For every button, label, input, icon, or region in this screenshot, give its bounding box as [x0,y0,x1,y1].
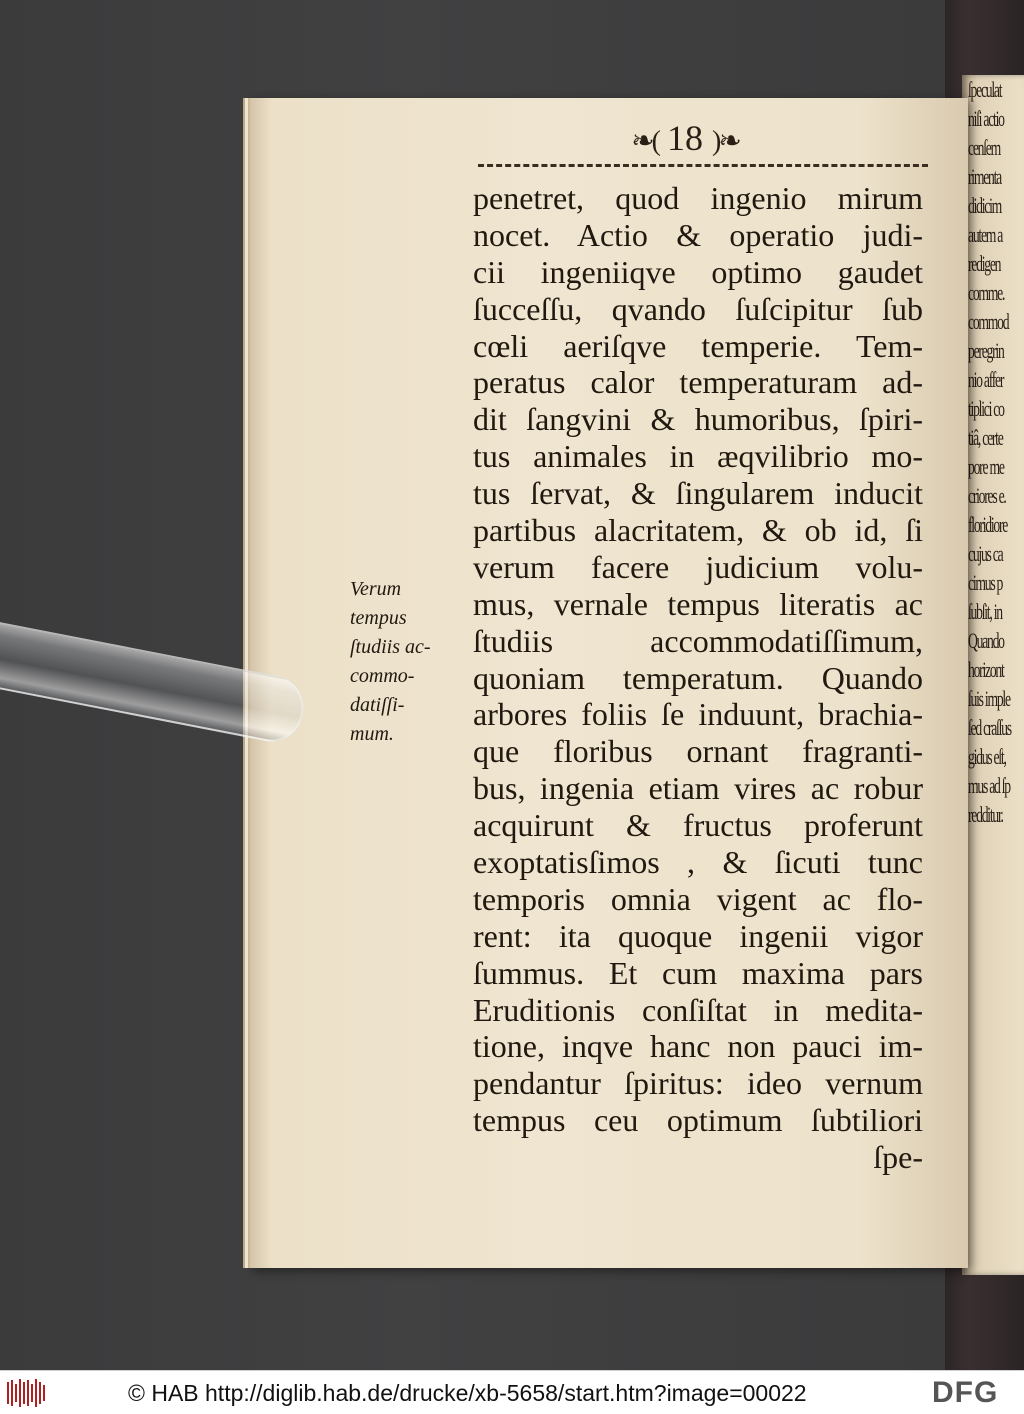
next-page-line: pore me [968,454,1004,479]
next-page-line: Quando [968,628,1004,653]
next-page-line: tiâ, certe [968,425,1003,450]
text-line: tus ſervat, & ſingularem inducit [473,475,923,512]
text-line: tus animales in æqvilibrio mo- [473,438,923,475]
copyright-url-text: © HAB http://diglib.hab.de/drucke/xb-5658/start.htm?image=00022 [128,1380,807,1406]
margin-note-line: mum. [350,723,394,745]
text-line: ſpe- [873,1139,923,1176]
next-page-line: cimus p [968,570,1003,595]
right-ornament: )❧ [712,126,739,157]
text-line: tempus ceu optimum ſubtiliori [473,1102,923,1139]
text-line: mus, vernale tempus literatis ac [473,585,923,622]
text-line: tione, inqve hanc non pauci im- [473,1028,923,1065]
text-line: exoptatisſimos , & ſicuti tunc [473,844,923,881]
next-page-line: comme. [968,280,1005,305]
text-line: cœli aeriſqve temperie. Tem- [473,327,923,364]
next-page-line: horizont [968,657,1004,682]
main-text-block [473,180,923,1176]
next-page-line: mus ad ſp [968,773,1010,798]
text-line: arbores foliis ſe induunt, brachia- [473,696,923,733]
margin-note-line: ſtudiis ac- [350,636,431,658]
next-page-line: didicim [968,193,1001,218]
next-page-line: ſuis imple [968,686,1010,711]
next-page-line: cujus ca [968,541,1003,566]
next-page-edge [962,75,1024,1275]
next-page-line: gidus eſt, [968,744,1006,769]
next-page-line: ſpeculat [968,77,1002,102]
margin-note-line: Verum [350,578,402,600]
next-page-line: niſi actio [968,106,1004,131]
next-page-line: rimenta [968,164,1001,189]
next-page-line: autem a [968,222,1003,247]
text-line: que floribus ornant fragranti- [473,733,923,770]
margin-note-line: tempus [350,607,407,629]
next-page-line: cenſem [968,135,1000,160]
text-line: verum facere judicium volu- [473,548,923,585]
page-number-header [585,113,785,163]
margin-note-line: commo- [350,665,415,687]
text-line: rent: ita quoque ingenii vigor [473,917,923,954]
hab-logo-icon [6,1378,46,1408]
text-line: ſummus. Et cum maxima pars [473,954,923,991]
next-page-line: ſed craſſus [968,715,1011,740]
text-line: partibus alacritatem, & ob id, ſi [473,512,923,549]
header-rule [478,164,928,167]
text-line: dit ſangvini & humoribus, ſpiri- [473,401,923,438]
text-line: Eruditionis conſiſtat in medita- [473,991,923,1028]
text-line: quoniam temperatum. Quando [473,659,923,696]
next-page-line: redigen [968,251,1001,276]
book-page [250,98,968,1268]
dfg-logo: DFG [932,1376,999,1409]
text-line: nocet. Actio & operatio judi- [473,216,923,253]
next-page-line: floridiore [968,512,1008,537]
next-page-line: redditur. [968,802,1003,827]
text-line: penetret, quod ingenio mirum [473,180,923,216]
text-line: cii ingeniiqve optimo gaudet [473,253,923,290]
margin-note-line: datiſſi- [350,694,405,716]
margin-note [350,575,460,749]
next-page-line: tiplici co [968,396,1004,421]
next-page-line: nio affer [968,367,1004,392]
next-page-line: criores e. [968,483,1006,508]
next-page-line: commod [968,309,1009,334]
text-line: acquirunt & fructus proferunt [473,807,923,844]
text-line: peratus calor temperaturam ad- [473,364,923,401]
text-line: temporis omnia vigent ac flo- [473,880,923,917]
next-page-line: peregrin [968,338,1004,363]
left-ornament: ❧( [631,126,658,157]
next-page-line: ſubſit, in [968,599,1002,624]
text-line: ſtudiis accommodatiſſimum, [473,622,923,659]
text-line: ſucceſſu, qvando ſuſcipitur ſub [473,290,923,327]
text-line: bus, ingenia etiam vires ac robur [473,770,923,807]
footer-bar [0,1370,1024,1414]
text-line: pendantur ſpiritus: ideo vernum [473,1065,923,1102]
page-number: 18 [667,118,703,158]
